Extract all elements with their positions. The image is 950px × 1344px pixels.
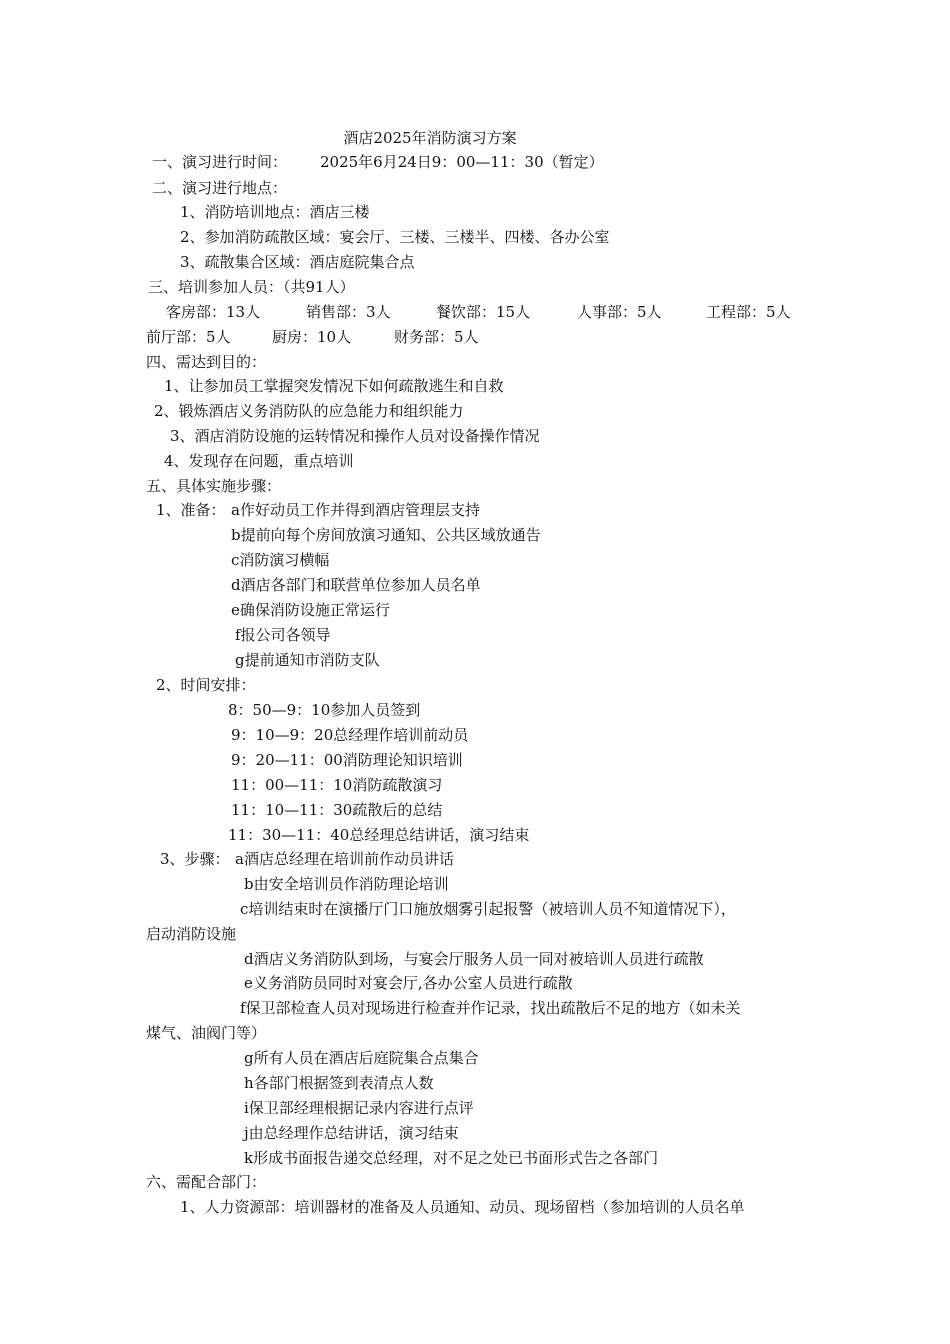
schedule-item: 11：10—11：30疏散后的总结 <box>231 801 443 819</box>
list-item: e确保消防设施正常运行 <box>231 601 390 619</box>
section-3-label: 三、培训参加人员：（共91人） <box>148 278 355 296</box>
section-4-label: 四、需达到目的： <box>146 353 267 371</box>
list-item: f保卫部检查人员对现场进行检查并作记录，找出疏散后不足的地方（如未关 <box>240 999 741 1017</box>
list-item: 3、酒店消防设施的运转情况和操作人员对设备操作情况 <box>170 427 540 445</box>
list-item: b提前向每个房间放演习通知、公共区域放通告 <box>231 526 541 544</box>
schedule-item: 11：30—11：40总经理总结讲话，演习结束 <box>228 826 530 844</box>
staff-count: 客房部：13人 <box>166 303 261 321</box>
list-item: j由总经理作总结讲话，演习结束 <box>244 1124 459 1142</box>
schedule-item: 9：10—9：20总经理作培训前动员 <box>231 726 469 744</box>
list-item: g提前通知市消防支队 <box>235 651 380 669</box>
list-item: d酒店义务消防队到场，与宴会厅服务人员一同对被培训人员进行疏散 <box>244 950 704 968</box>
list-item: f报公司各领导 <box>235 626 331 644</box>
list-item: i保卫部经理根据记录内容进行点评 <box>244 1099 474 1117</box>
list-item: 1、消防培训地点：酒店三楼 <box>180 203 370 221</box>
staff-count: 财务部：5人 <box>394 328 479 346</box>
list-item: 1、人力资源部：培训器材的准备及人员通知、动员、现场留档（参加培训的人员名单 <box>180 1198 745 1216</box>
section-1-label: 一、演习进行时间： <box>152 153 288 171</box>
section-6-label: 六、需配合部门： <box>146 1173 267 1191</box>
steps-label: 3、步骤： <box>160 850 230 868</box>
list-item: 4、发现存在问题，重点培训 <box>164 452 354 470</box>
time-label: 2、时间安排： <box>156 676 256 694</box>
staff-count: 餐饮部：15人 <box>436 303 531 321</box>
list-item-continuation: 启动消防设施 <box>146 925 237 943</box>
staff-count: 工程部：5人 <box>706 303 791 321</box>
list-item: e义务消防员同时对宴会厅,各办公室人员进行疏散 <box>244 974 573 992</box>
list-item-continuation: 煤气、油阀门等） <box>146 1024 267 1042</box>
list-item: a酒店总经理在培训前作动员讲话 <box>235 850 454 868</box>
staff-count: 销售部：3人 <box>306 303 391 321</box>
list-item: a作好动员工作并得到酒店管理层支持 <box>231 501 480 519</box>
list-item: h各部门根据签到表清点人数 <box>244 1074 434 1092</box>
document-title: 酒店2025年消防演习方案 <box>343 129 517 147</box>
list-item: b由安全培训员作消防理论培训 <box>244 875 449 893</box>
list-item: k形成书面报告递交总经理，对不足之处已书面形式告之各部门 <box>244 1149 659 1167</box>
list-item: 2、参加消防疏散区域：宴会厅、三楼、三楼半、四楼、各办公室 <box>180 228 610 246</box>
schedule-item: 9：20—11：00消防理论知识培训 <box>231 751 463 769</box>
list-item: g所有人员在酒店后庭院集合点集合 <box>244 1049 479 1067</box>
schedule-item: 11：00—11：10消防疏散演习 <box>231 776 443 794</box>
list-item: 3、疏散集合区域：酒店庭院集合点 <box>180 253 415 271</box>
staff-count: 厨房：10人 <box>272 328 352 346</box>
section-2-label: 二、演习进行地点： <box>152 179 288 197</box>
list-item: c培训结束时在演播厅门口施放烟雾引起报警（被培训人员不知道情况下）， <box>240 900 736 918</box>
list-item: c消防演习横幅 <box>231 551 330 569</box>
section-1-value: 2025年6月24日9：00—11：30（暂定） <box>320 153 604 171</box>
section-5-label: 五、具体实施步骤： <box>146 477 282 495</box>
staff-count: 人事部：5人 <box>577 303 662 321</box>
list-item: 2、锻炼酒店义务消防队的应急能力和组织能力 <box>154 402 464 420</box>
prep-label: 1、准备： <box>156 501 226 519</box>
list-item: 1、让参加员工掌握突发情况下如何疏散逃生和自救 <box>164 377 504 395</box>
schedule-item: 8：50—9：10参加人员签到 <box>228 701 421 719</box>
staff-count: 前厅部：5人 <box>146 328 231 346</box>
list-item: d酒店各部门和联营单位参加人员名单 <box>231 576 481 594</box>
